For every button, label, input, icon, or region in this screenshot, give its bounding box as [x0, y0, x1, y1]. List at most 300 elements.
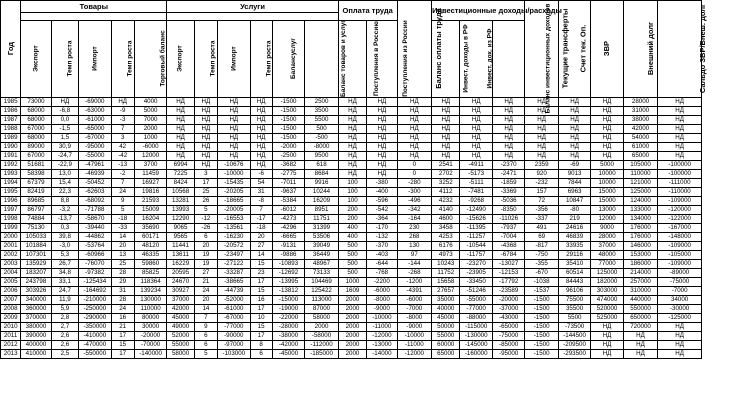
table-cell: 61000 — [623, 143, 657, 152]
table-cell: НД — [658, 116, 702, 125]
table-cell: -1038 — [525, 278, 558, 287]
table-cell: 410000 — [21, 350, 51, 359]
table-cell: НД — [250, 134, 272, 143]
table-cell: -71788 — [79, 206, 111, 215]
table-cell: 46335 — [134, 251, 167, 260]
table-cell: 24616 — [558, 224, 590, 233]
table-cell: -37000 — [492, 305, 524, 314]
table-cell: НД — [591, 341, 623, 350]
table-cell: 2007 — [1, 296, 21, 305]
table-cell: НД — [367, 98, 397, 107]
table-cell: -5384 — [272, 197, 304, 206]
table-cell: -10544 — [460, 242, 492, 251]
table-cell: 13 — [111, 251, 134, 260]
table-cell: 75500 — [558, 296, 590, 305]
table-cell: -24,7 — [51, 152, 78, 161]
table-cell: -20572 — [218, 242, 250, 251]
table-cell: 2008 — [1, 305, 21, 314]
col-header-22-label: Сальдо ЗВР/Внеш. долг — [698, 3, 708, 94]
table-row — [1, 314, 702, 323]
table-cell: НД — [558, 134, 590, 143]
table-cell: -1500 — [525, 323, 558, 332]
table-cell: 491 — [525, 224, 558, 233]
table-cell: НД — [591, 125, 623, 134]
table-cell: 40000 — [432, 305, 460, 314]
table-cell: -9268 — [460, 197, 492, 206]
table-cell: НД — [167, 152, 194, 161]
table-cell: НД — [167, 125, 194, 134]
table-cell: 5 — [194, 206, 217, 215]
table-cell: -17 — [250, 215, 272, 224]
table-cell: 2010 — [1, 323, 21, 332]
table-cell: -4391 — [397, 287, 431, 296]
table-cell: НД — [194, 125, 217, 134]
table-cell: -1200 — [397, 278, 431, 287]
table-cell: 6 — [194, 332, 217, 341]
table-cell: 48120 — [134, 242, 167, 251]
table-cell: 87000 — [305, 305, 339, 314]
table-cell: -53764 — [79, 242, 111, 251]
table-cell: НД — [558, 116, 590, 125]
table-cell: -1537 — [525, 287, 558, 296]
table-row — [1, 305, 702, 314]
table-row — [1, 134, 702, 143]
table-cell: 2702 — [432, 170, 460, 179]
table-cell: 200 — [338, 215, 366, 224]
table-cell: НД — [194, 143, 217, 152]
table-cell: -2775 — [272, 170, 304, 179]
table-cell: 6 — [194, 233, 217, 242]
table-cell: 35000 — [432, 296, 460, 305]
table-cell: -8000 — [367, 296, 397, 305]
table-cell: -164 — [397, 215, 431, 224]
table-cell: 1988 — [1, 125, 21, 134]
table-cell: -3682 — [272, 161, 304, 170]
table-cell: 2013 — [1, 350, 21, 359]
table-cell: 200 — [338, 206, 366, 215]
col-header-12-label: Поступления в Россию — [372, 21, 380, 96]
table-cell: -7004 — [492, 233, 524, 242]
table-cell: НД — [432, 134, 460, 143]
table-cell: 257000 — [623, 278, 657, 287]
table-cell: 33,1 — [51, 278, 78, 287]
col-header-10 — [272, 21, 304, 98]
table-cell: 1999 — [1, 224, 21, 233]
table-cell: -23497 — [218, 251, 250, 260]
table-cell: НД — [591, 98, 623, 107]
table-cell: НД — [432, 116, 460, 125]
table-cell: 100 — [338, 179, 366, 188]
table-cell: НД — [218, 107, 250, 116]
table-cell: 33935 — [558, 242, 590, 251]
table-cell: 73000 — [21, 98, 51, 107]
table-cell: -16230 — [218, 233, 250, 242]
table-cell: 5,9 — [51, 305, 78, 314]
table-cell: -1500 — [272, 107, 304, 116]
table-cell: 104469 — [305, 278, 339, 287]
table-cell: 5 — [194, 350, 217, 359]
table-cell: НД — [194, 152, 217, 161]
table-cell: 34000 — [658, 296, 702, 305]
table-cell: 3700 — [134, 161, 167, 170]
table-cell: НД — [591, 107, 623, 116]
table-cell: НД — [591, 332, 623, 341]
table-cell: 1000 — [134, 134, 167, 143]
table-cell: 2000 — [338, 296, 366, 305]
table-cell: -768 — [367, 269, 397, 278]
table-cell: -13000 — [367, 341, 397, 350]
table-cell: -185000 — [305, 350, 339, 359]
table-cell: -22,9 — [51, 161, 78, 170]
table-cell: -355 — [525, 260, 558, 269]
table-cell: 65000 — [432, 350, 460, 359]
table-cell: 29116 — [558, 251, 590, 260]
table-cell: -268 — [397, 269, 431, 278]
table-cell: -33287 — [218, 269, 250, 278]
table-cell: 5000 — [591, 161, 623, 170]
table-row — [1, 215, 702, 224]
table-cell: -10676 — [218, 161, 250, 170]
group-goods: Товары — [21, 1, 167, 13]
table-cell: -38000 — [272, 332, 304, 341]
table-cell: 24670 — [167, 278, 194, 287]
table-cell: 400 — [338, 233, 366, 242]
table-cell: 3458 — [432, 224, 460, 233]
table-cell: -16553 — [218, 215, 250, 224]
table-cell: 214000 — [623, 269, 657, 278]
table-cell: -80 — [558, 206, 590, 215]
table-row — [1, 116, 702, 125]
table-cell: -67000 — [218, 314, 250, 323]
table-cell: -6000 — [134, 143, 167, 152]
table-cell: НД — [338, 98, 366, 107]
table-cell: НД — [460, 125, 492, 134]
table-cell: -10893 — [272, 260, 304, 269]
table-cell: 182000 — [591, 278, 623, 287]
table-cell: 6 — [250, 350, 272, 359]
table-cell: -125000 — [658, 314, 702, 323]
table-cell: НД — [367, 134, 397, 143]
table-cell: 17 — [111, 350, 134, 359]
col-header-15-label: Инвест. доходы в РФ — [462, 24, 470, 93]
table-cell: 45000 — [167, 314, 194, 323]
col-year-header — [1, 1, 21, 98]
table-cell: -109000 — [658, 197, 702, 206]
table-cell: НД — [492, 107, 524, 116]
col-header-8 — [218, 21, 250, 98]
table-cell: НД — [167, 143, 194, 152]
table-cell: 30,9 — [51, 143, 78, 152]
table-cell: 7 — [111, 125, 134, 134]
table-cell: НД — [397, 134, 431, 143]
table-cell: 51681 — [21, 161, 51, 170]
table-cell: 2005 — [1, 278, 21, 287]
table-cell: -5036 — [492, 197, 524, 206]
table-cell: 118364 — [134, 278, 167, 287]
table-cell: -12692 — [272, 269, 304, 278]
table-cell: НД — [367, 161, 397, 170]
table-cell: 29 — [111, 278, 134, 287]
table-cell: 2,6 — [51, 332, 78, 341]
table-cell: НД — [492, 134, 524, 143]
table-cell: 17 — [250, 305, 272, 314]
table-cell: 133000 — [623, 206, 657, 215]
table-cell: -370 — [367, 242, 397, 251]
group-investment: Инвестиционные доходы/расходы — [432, 1, 525, 21]
table-cell: -144500 — [558, 332, 590, 341]
table-cell: 1000 — [338, 278, 366, 287]
table-cell: 6176 — [432, 242, 460, 251]
table-cell: 60171 — [134, 233, 167, 242]
table-row — [1, 143, 702, 152]
col-header-3-label: Импорт — [91, 46, 99, 71]
table-cell: 1986 — [1, 107, 21, 116]
table-cell: 100 — [338, 197, 366, 206]
table-cell: -550000 — [79, 350, 111, 359]
table-cell: 67000 — [21, 125, 51, 134]
col-header-5-label: Торговый баланс — [159, 30, 167, 87]
table-cell: НД — [367, 125, 397, 134]
table-cell: 17 — [250, 332, 272, 341]
table-cell: 16204 — [134, 215, 167, 224]
col-header-22 — [658, 1, 708, 98]
table-row — [1, 242, 702, 251]
table-cell: -12490 — [460, 206, 492, 215]
table-cell: 21 — [111, 323, 134, 332]
table-cell: -12153 — [492, 269, 524, 278]
table-cell: -1500 — [272, 134, 304, 143]
table-cell: НД — [658, 323, 702, 332]
table-cell: -410000 — [79, 332, 111, 341]
table-cell: 20595 — [167, 269, 194, 278]
table-cell: НД — [338, 152, 366, 161]
table-cell: 13000 — [591, 206, 623, 215]
table-cell: 19816 — [134, 188, 167, 197]
table-cell: 45000 — [432, 314, 460, 323]
table-cell: НД — [111, 98, 134, 107]
table-cell: -13027 — [492, 260, 524, 269]
table-cell: -23589 — [492, 287, 524, 296]
table-cell: 67000 — [21, 152, 51, 161]
table-cell: -500 — [305, 134, 339, 143]
table-cell: 2541 — [432, 161, 460, 170]
table-row — [1, 269, 702, 278]
table-cell: 73133 — [305, 269, 339, 278]
table-cell: 16 — [111, 314, 134, 323]
table-cell: 139234 — [134, 287, 167, 296]
table-row — [1, 296, 702, 305]
table-cell: -5111 — [460, 179, 492, 188]
table-cell: -120000 — [658, 206, 702, 215]
table-cell: 0,3 — [51, 224, 78, 233]
table-cell: -2471 — [492, 170, 524, 179]
table-cell: 24,7 — [51, 287, 78, 296]
table-cell: НД — [591, 350, 623, 359]
table-cell: -8350 — [492, 206, 524, 215]
table-cell: -5173 — [460, 170, 492, 179]
table-cell: -105000 — [658, 251, 702, 260]
table-cell: 9565 — [167, 233, 194, 242]
table-cell: НД — [525, 125, 558, 134]
table-row — [1, 323, 702, 332]
table-cell: 5 — [111, 206, 134, 215]
table-cell: 68000 — [21, 134, 51, 143]
table-cell: -7481 — [460, 188, 492, 197]
table-cell: -97000 — [218, 341, 250, 350]
table-cell: 11,9 — [51, 296, 78, 305]
table-cell: 12290 — [167, 215, 194, 224]
table-cell: -10000 — [218, 170, 250, 179]
table-cell: НД — [558, 152, 590, 161]
table-cell: 55000 — [432, 332, 460, 341]
table-cell: 86797 — [21, 206, 51, 215]
table-cell: 1992 — [1, 161, 21, 170]
table-cell: НД — [194, 98, 217, 107]
table-cell: -8000 — [397, 314, 431, 323]
table-cell: 9013 — [558, 170, 590, 179]
table-cell: НД — [658, 332, 702, 341]
table-cell: 230 — [397, 224, 431, 233]
table-cell: НД — [658, 152, 702, 161]
table-cell: -4911 — [460, 161, 492, 170]
table-cell: -3,0 — [51, 242, 78, 251]
table-cell: 77000 — [591, 260, 623, 269]
table-cell: 303926 — [21, 287, 51, 296]
table-cell: -403 — [367, 251, 397, 260]
table-cell: 46839 — [558, 233, 590, 242]
table-cell: -293500 — [558, 350, 590, 359]
table-cell: 23 — [250, 269, 272, 278]
table-cell: НД — [218, 116, 250, 125]
table-cell: 17 — [250, 278, 272, 287]
table-cell: 5,3 — [51, 251, 78, 260]
col-header-21 — [623, 1, 657, 98]
table-cell: 19 — [194, 260, 217, 269]
table-cell: НД — [194, 116, 217, 125]
table-cell: -250000 — [79, 305, 111, 314]
table-cell: НД — [367, 116, 397, 125]
table-cell: НД — [250, 161, 272, 170]
table-cell: -300 — [397, 188, 431, 197]
table-cell: 55000 — [167, 341, 194, 350]
table-cell: 2,7 — [51, 323, 78, 332]
table-cell: НД — [397, 143, 431, 152]
table-cell: НД — [460, 152, 492, 161]
table-cell: -1500 — [272, 116, 304, 125]
col-header-20-label: ЗВР — [602, 40, 612, 57]
table-cell: -70000 — [134, 341, 167, 350]
table-cell: 21593 — [134, 197, 167, 206]
group-services: Услуги — [167, 1, 338, 13]
table-cell: -77000 — [460, 305, 492, 314]
table-cell: -9886 — [272, 251, 304, 260]
table-cell: 113000 — [305, 296, 339, 305]
table-cell: -13812 — [272, 287, 304, 296]
table-cell: -12000 — [397, 350, 431, 359]
table-cell: -18 — [111, 215, 134, 224]
table-cell: 183207 — [21, 269, 51, 278]
table-cell: 38000 — [623, 116, 657, 125]
table-cell: 10000 — [591, 170, 623, 179]
table-cell: 48967 — [305, 260, 339, 269]
table-cell: 3 — [194, 170, 217, 179]
table-cell: НД — [367, 170, 397, 179]
table-cell: -290000 — [79, 314, 111, 323]
table-cell: НД — [218, 152, 250, 161]
table-cell: -6000 — [367, 287, 397, 296]
table-cell: -209500 — [558, 341, 590, 350]
table-cell: 28000 — [591, 233, 623, 242]
table-cell: -364 — [367, 215, 397, 224]
table-cell: 176000 — [623, 233, 657, 242]
table-cell: НД — [525, 152, 558, 161]
table-cell: -18665 — [218, 197, 250, 206]
table-cell: -817 — [525, 242, 558, 251]
table-cell: 19 — [194, 251, 217, 260]
group-labor: Оплата труда — [338, 1, 397, 21]
table-cell: -6000 — [397, 296, 431, 305]
table-cell: 1991 — [1, 152, 21, 161]
table-cell: 1996 — [1, 197, 21, 206]
col-header-10-label: Балансуслуг — [289, 37, 297, 80]
table-cell: -45000 — [272, 350, 304, 359]
table-cell: -11257 — [460, 233, 492, 242]
table-cell: 84443 — [558, 278, 590, 287]
table-cell: 15 — [250, 323, 272, 332]
table-cell: 50000 — [432, 323, 460, 332]
table-cell: 89685 — [21, 197, 51, 206]
table-cell: 2003 — [1, 260, 21, 269]
table-cell: -65000 — [79, 125, 111, 134]
table-cell: -337 — [525, 215, 558, 224]
table-cell: 9500 — [305, 152, 339, 161]
table-cell: -9637 — [272, 188, 304, 197]
table-cell: НД — [591, 116, 623, 125]
table-cell: 42000 — [623, 125, 657, 134]
table-cell: -50452 — [79, 179, 111, 188]
table-cell: -1500 — [272, 125, 304, 134]
table-cell: -51246 — [460, 287, 492, 296]
table-cell: НД — [397, 107, 431, 116]
table-cell: 0 — [397, 170, 431, 179]
table-cell: 2000 — [338, 305, 366, 314]
table-cell: НД — [658, 143, 702, 152]
table-cell: -47961 — [79, 161, 111, 170]
table-cell: НД — [338, 116, 366, 125]
table-cell: НД — [432, 107, 460, 116]
table-cell: 2000 — [338, 314, 366, 323]
table-cell: 4000 — [134, 98, 167, 107]
col-header-2 — [51, 21, 78, 98]
table-row — [1, 278, 702, 287]
table-cell: 60514 — [558, 269, 590, 278]
table-cell: 7844 — [558, 179, 590, 188]
table-cell: 5500 — [305, 116, 339, 125]
col-header-13 — [367, 20, 409, 98]
table-cell: 35690 — [134, 224, 167, 233]
table-cell: 5500 — [558, 314, 590, 323]
table-cell: 15 — [111, 341, 134, 350]
table-cell: -65000 — [492, 323, 524, 332]
table-cell: -46939 — [79, 170, 111, 179]
table-cell: -52000 — [218, 296, 250, 305]
table-cell: -11395 — [460, 224, 492, 233]
table-cell: 310000 — [623, 287, 657, 296]
table-cell: -2 — [111, 170, 134, 179]
table-cell: 2000 — [338, 332, 366, 341]
table-cell: 2000 — [338, 323, 366, 332]
table-cell: 105000 — [623, 161, 657, 170]
